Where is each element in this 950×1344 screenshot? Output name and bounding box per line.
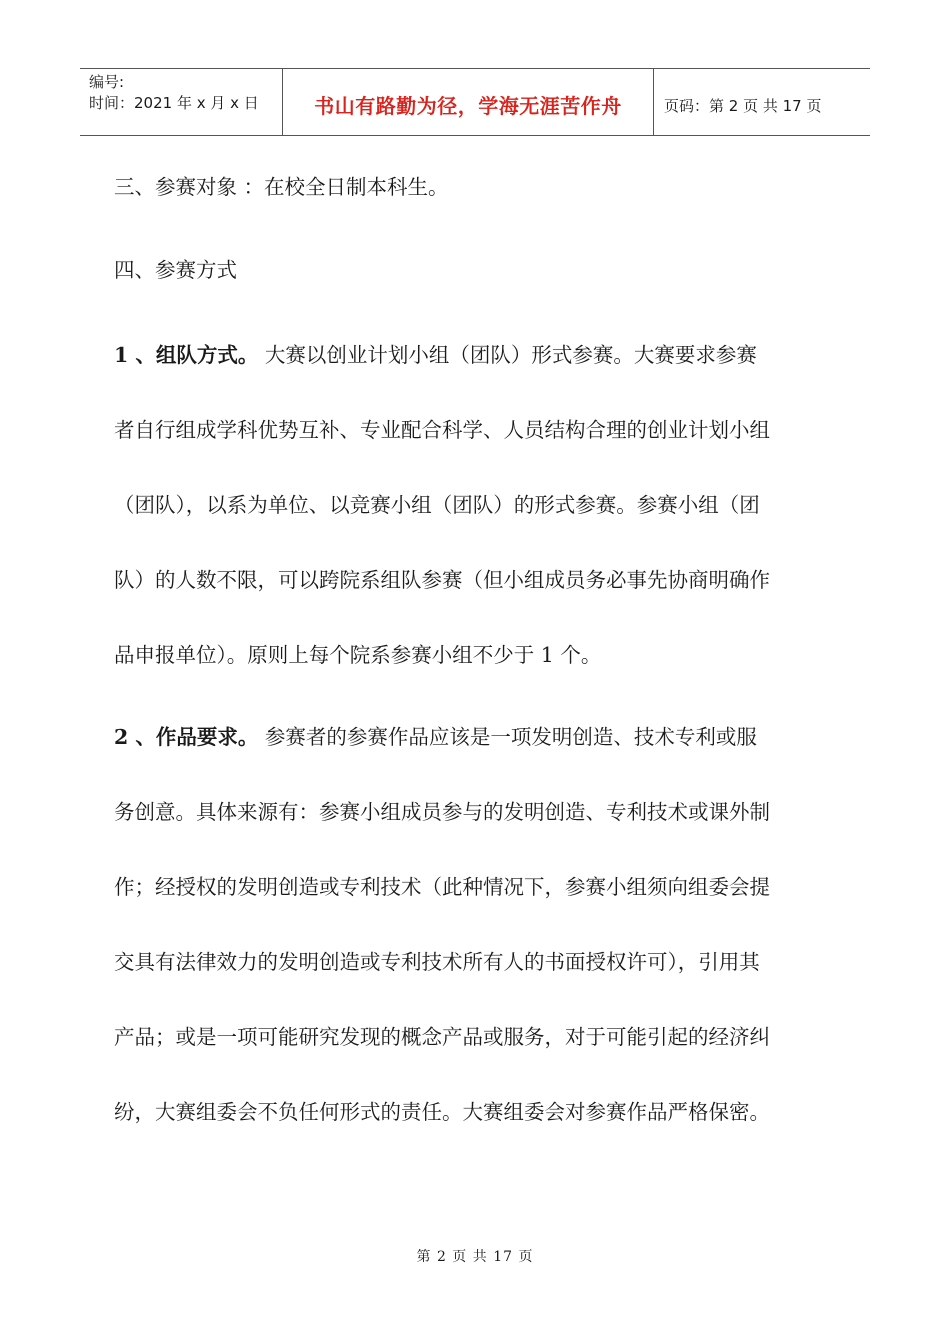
item-1-line-4: 队）的人数不限，可以跨院系组队参赛（但小组成员务必事先协商明确作: [114, 568, 770, 592]
header-page-code: 页码：第 2 页 共 17 页: [664, 96, 822, 115]
item-2-title: 2 、作品要求。: [114, 725, 259, 749]
item-1-title: 1 、组队方式。: [114, 343, 259, 367]
item-2-line-5: 产品；或是一项可能研究发现的概念产品或服务，对于可能引起的经济纠: [114, 1025, 770, 1049]
item-2-line-3: 作；经授权的发明创造或专利技术（此种情况下，参赛小组须向组委会提: [114, 875, 770, 899]
item-2-line-2: 务创意。具体来源有：参赛小组成员参与的发明创造、专利技术或课外制: [114, 800, 770, 824]
item-1-line-3: （团队），以系为单位、以竞赛小组（团队）的形式参赛。参赛小组（团: [114, 493, 760, 517]
item-1-line-5: 品申报单位）。原则上每个院系参赛小组不少于 1 个。: [114, 643, 602, 667]
header-motto: 书山有路勤为径，学海无涯苦作舟: [314, 93, 622, 118]
header-meta: [80, 69, 282, 135]
doc-date-label: 时间：2021 年 x 月 x 日: [89, 94, 259, 112]
item-2-line-6: 纷，大赛组委会不负任何形式的责任。大赛组委会对参赛作品严格保密。: [114, 1100, 770, 1124]
header-motto-cell: [282, 69, 654, 135]
item-2-line-4: 交具有法律效力的发明创造或专利技术所有人的书面授权许可），引用其: [114, 950, 760, 974]
section-4-heading: 四、参赛方式: [114, 258, 237, 282]
item-2-work-requirements: [114, 700, 830, 1150]
section-3-participants: 三、参赛对象 ：在校全日制本科生。: [114, 175, 449, 199]
item-2-line-1: [114, 700, 830, 775]
item-1-team-formation: [114, 318, 830, 693]
item-1-line-1: [114, 318, 830, 393]
header-page-cell: [654, 69, 870, 135]
item-1-text: 大赛以创业计划小组（团队）形式参赛。大赛要求参赛: [258, 343, 757, 367]
item-2-text: 参赛者的参赛作品应该是一项发明创造、技术专利或服: [258, 725, 757, 749]
page-header: [80, 68, 870, 136]
page-footer: 第 2 页 共 17 页: [416, 1249, 534, 1265]
doc-number-label: 编号:: [89, 73, 125, 91]
item-1-line-2: 者自行组成学科优势互补、专业配合科学、人员结构合理的创业计划小组: [114, 418, 770, 442]
